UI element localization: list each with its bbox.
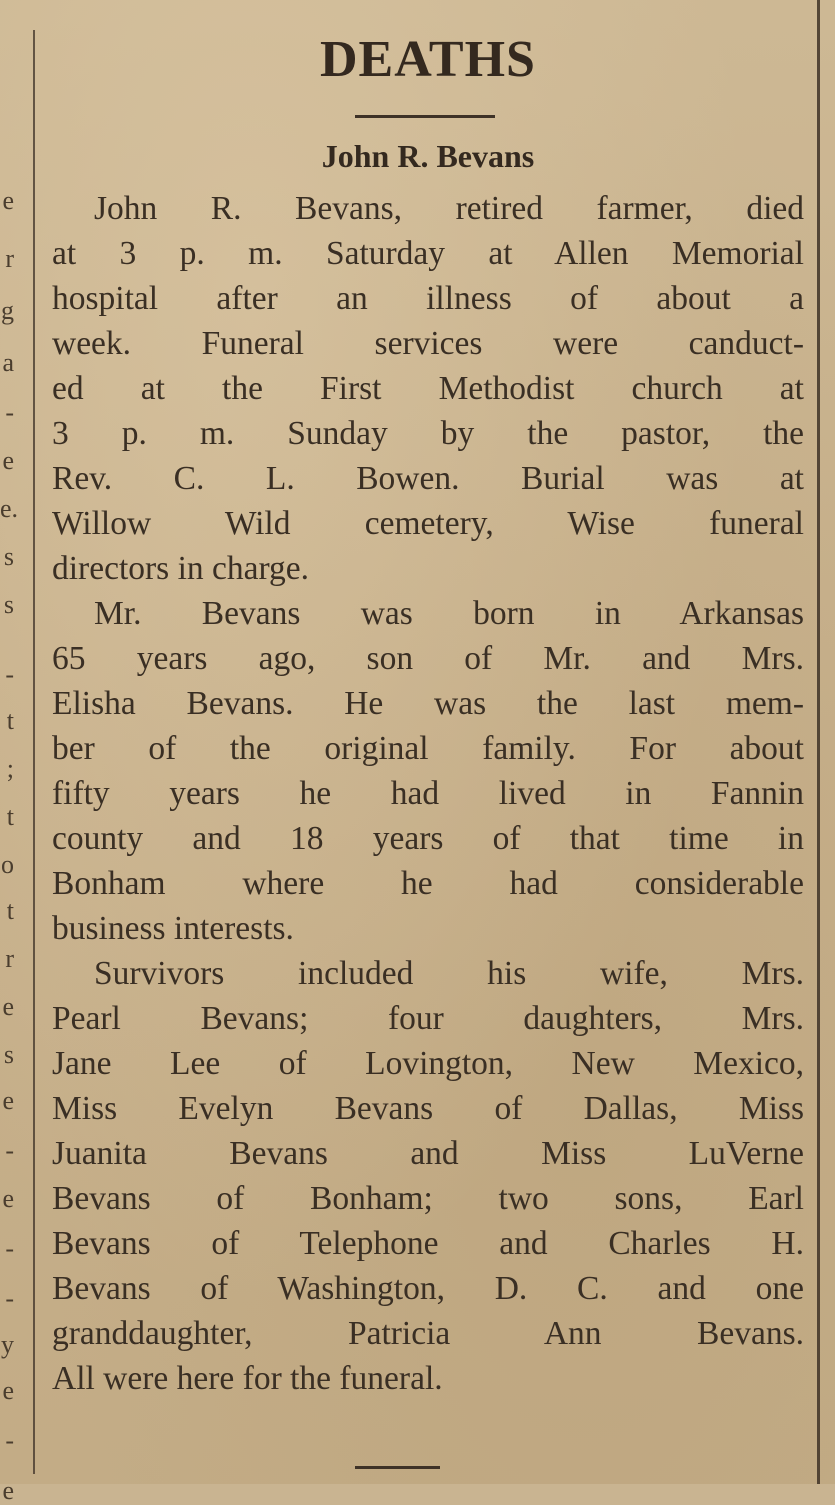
fragment-letter: - [5, 1426, 14, 1455]
fragment-letter: e [2, 1376, 14, 1405]
fragment-letter: - [5, 398, 14, 427]
fragment-letter: - [5, 1136, 14, 1165]
paragraph [52, 186, 804, 591]
text-line: Miss Evelyn Bevans of Dallas, Miss [52, 1090, 804, 1127]
text-line: All were here for the funeral. [52, 1360, 443, 1397]
text-line: Bonham where he had considerable [52, 865, 804, 902]
obituary-title: John R. Bevans [321, 138, 535, 174]
text-line: 65 years ago, son of Mr. and Mrs. [52, 640, 804, 677]
fragment-letter: e [2, 1086, 14, 1115]
column-rule-left [33, 30, 35, 1474]
fragment-letter: r [5, 244, 14, 273]
fragment-letter: r [5, 944, 14, 973]
fragment-letter: t [6, 706, 14, 735]
fragment-letter: s [3, 542, 14, 571]
fragment-letter: - [5, 1284, 14, 1313]
text-line: ed at the First Methodist church at [52, 370, 804, 407]
fragment-letter: a [2, 348, 14, 377]
text-line: Juanita Bevans and Miss LuVerne [52, 1135, 804, 1172]
column-rule-right [817, 0, 820, 1484]
text-line: Elisha Bevans. He was the last mem- [52, 685, 804, 722]
text-line: Mr. Bevans was born in Arkansas [94, 595, 804, 632]
fragment-letter: e [2, 1476, 14, 1505]
paragraph [52, 951, 804, 1401]
paragraph [52, 591, 804, 951]
fragment-letter: t [6, 896, 14, 925]
text-line: Jane Lee of Lovington, New Mexico, [52, 1045, 804, 1082]
fragment-letter: e [2, 992, 14, 1021]
fragment-letter: - [5, 660, 14, 689]
text-line: hospital after an illness of about a [52, 280, 804, 317]
text-line: at 3 p. m. Saturday at Allen Memorial [52, 235, 804, 272]
text-line: ber of the original family. For about [52, 730, 804, 767]
text-line: fifty years he had lived in Fannin [52, 775, 804, 812]
end-divider [355, 1466, 440, 1469]
fragment-letter: o [1, 850, 14, 879]
text-line: directors in charge. [52, 550, 310, 587]
heading-divider [355, 115, 495, 118]
fragment-letter: s [3, 1040, 14, 1069]
text-line: John R. Bevans, retired farmer, died [94, 190, 804, 227]
fragment-letter: y [1, 1330, 14, 1359]
obituary-body [52, 186, 804, 1401]
text-line: granddaughter, Patricia Ann Bevans. [52, 1315, 804, 1352]
fragment-letter: t [6, 802, 14, 831]
fragment-letter: e [2, 186, 14, 215]
fragment-letter: e [2, 446, 14, 475]
text-line: Rev. C. L. Bowen. Burial was at [52, 460, 804, 497]
fragment-letter: e [2, 1184, 14, 1213]
text-line: Bevans of Telephone and Charles H. [52, 1225, 804, 1262]
fragment-letter: s [3, 590, 14, 619]
text-line: Willow Wild cemetery, Wise funeral [52, 505, 804, 542]
fragment-letter: g [1, 296, 14, 325]
fragment-letter: ; [6, 754, 14, 783]
text-line: Bevans of Washington, D. C. and one [52, 1270, 804, 1307]
section-heading: DEATHS [320, 31, 536, 88]
text-line: Survivors included his wife, Mrs. [94, 955, 804, 992]
text-line: Pearl Bevans; four daughters, Mrs. [52, 1000, 804, 1037]
fragment-letter: - [5, 1234, 14, 1263]
text-line: Bevans of Bonham; two sons, Earl [52, 1180, 804, 1217]
text-line: 3 p. m. Sunday by the pastor, the [52, 415, 804, 452]
text-line: week. Funeral services were canduct- [52, 325, 804, 362]
text-line: business interests. [52, 910, 294, 947]
text-line: county and 18 years of that time in [52, 820, 804, 857]
fragment-letter: e. [0, 494, 19, 523]
